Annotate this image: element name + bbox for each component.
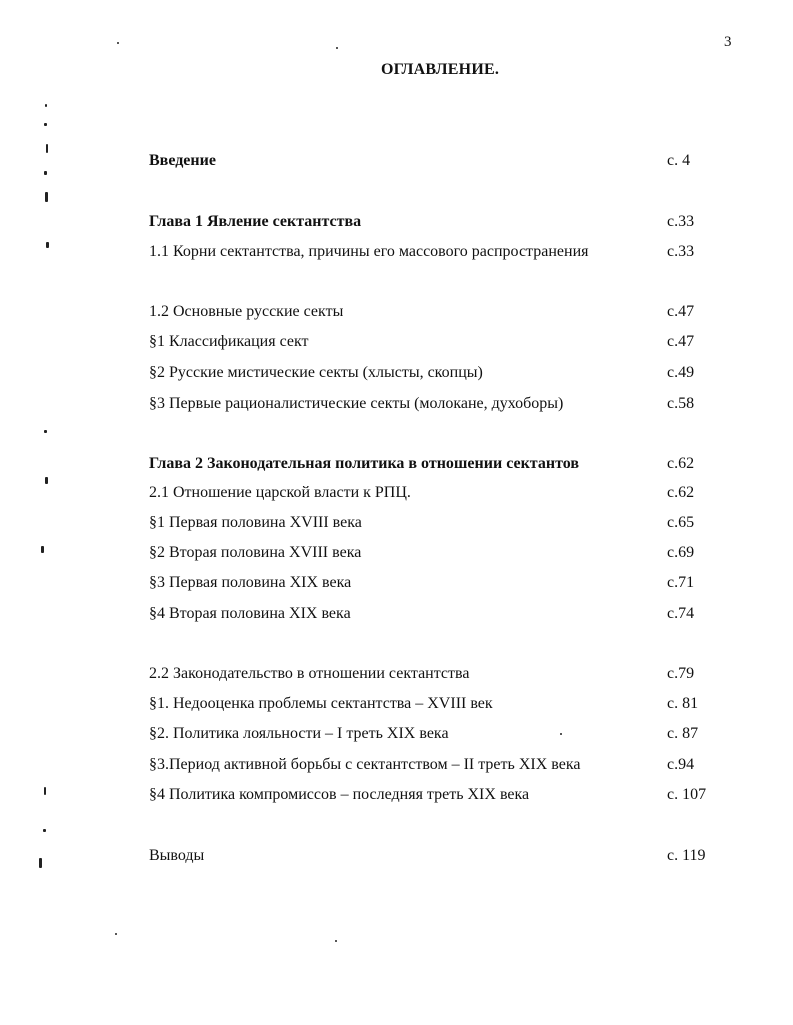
- toc-row-chapter-2: [149, 453, 713, 475]
- toc-entry-text: Глава 2 Законодательная политика в отношении сектантов: [149, 455, 579, 472]
- toc-entry-page: с. 4: [667, 152, 691, 169]
- toc-entry-text: §2 Вторая половина XVIII века: [149, 544, 362, 561]
- toc-entry-page: с. 81: [667, 695, 699, 712]
- toc-entry-text: §1 Первая половина XVIII века: [149, 514, 362, 531]
- scan-speck: [44, 171, 47, 175]
- toc-row-paragraph: [149, 393, 713, 415]
- scan-speck: [44, 787, 46, 795]
- toc-entry-text: 2.1 Отношение царской власти к РПЦ.: [149, 484, 411, 501]
- toc-entry-page: с.79: [667, 665, 695, 682]
- toc-row-section-2-2: [149, 663, 713, 685]
- scan-speck: [115, 933, 117, 935]
- toc-entry-page: с.47: [667, 333, 695, 350]
- toc-entry-text: §1. Недооценка проблемы сектантства – XVIII век: [149, 695, 493, 712]
- toc-entry-text: §1 Классификация сект: [149, 333, 309, 350]
- toc-entry-page: с.47: [667, 303, 695, 320]
- toc-row-section-1-1: [149, 241, 713, 263]
- toc-entry-text: §4 Вторая половина XIX века: [149, 605, 351, 622]
- scan-speck: [336, 47, 338, 49]
- scan-speck: [39, 858, 42, 868]
- toc-row-chapter-1: [149, 211, 713, 233]
- scan-speck: [45, 477, 48, 484]
- toc-entry-page: с.65: [667, 514, 695, 531]
- toc-entry-page: с.69: [667, 544, 695, 561]
- toc-entry-page: с.33: [667, 213, 695, 230]
- scan-speck: [44, 123, 47, 126]
- toc-entry-text: §3 Первые рационалистические секты (молокане, духоборы): [149, 395, 564, 412]
- scan-speck: [46, 242, 49, 248]
- page-number: 3: [724, 34, 732, 50]
- toc-entry-page: с.74: [667, 605, 695, 622]
- scan-speck: [45, 192, 48, 202]
- toc-entry-page: с.71: [667, 574, 695, 591]
- toc-row-paragraph: [149, 512, 713, 534]
- scan-speck: [41, 546, 44, 553]
- toc-entry-text: §4 Политика компромиссов – последняя треть XIX века: [149, 786, 530, 803]
- toc-row-paragraph: [149, 693, 713, 715]
- toc-entry-text: Глава 1 Явление сектантства: [149, 213, 362, 230]
- toc-entry-text: Выводы: [149, 847, 205, 864]
- toc-entry-page: с.62: [667, 455, 695, 472]
- toc-entry-page: с. 87: [667, 725, 699, 742]
- scan-speck: [560, 733, 562, 735]
- scan-speck: [117, 42, 119, 44]
- toc-entry-text: 2.2 Законодательство в отношении сектантства: [149, 665, 470, 682]
- toc-row-introduction: [149, 150, 713, 172]
- toc-row-conclusions: [149, 845, 713, 867]
- toc-row-paragraph: [149, 331, 713, 353]
- toc-entry-text: 1.2 Основные русские секты: [149, 303, 344, 320]
- toc-row-paragraph: [149, 572, 713, 594]
- toc-row-paragraph: [149, 784, 713, 806]
- toc-entry-page: с.62: [667, 484, 695, 501]
- scan-speck: [44, 430, 47, 433]
- toc-row-paragraph: [149, 603, 713, 625]
- toc-entry-page: с. 107: [667, 786, 707, 803]
- scan-speck: [45, 104, 47, 107]
- toc-row-paragraph: [149, 754, 713, 776]
- toc-row-section-1-2: [149, 301, 713, 323]
- toc-entry-text: §3 Первая половина XIX века: [149, 574, 352, 591]
- toc-entry-text: §2 Русские мистические секты (хлысты, скопцы): [149, 364, 483, 381]
- toc-entry-page: с.33: [667, 243, 695, 260]
- toc-row-paragraph: [149, 362, 713, 384]
- toc-entry-page: с. 119: [667, 847, 706, 864]
- toc-entry-text: 1.1 Корни сектантства, причины его массового распространения: [149, 243, 589, 260]
- toc-row-paragraph: [149, 723, 713, 745]
- toc-entry-page: с.58: [667, 395, 695, 412]
- toc-row-section-2-1: [149, 482, 713, 504]
- scan-speck: [43, 829, 46, 832]
- scan-speck: [46, 144, 48, 153]
- toc-row-paragraph: [149, 542, 713, 564]
- toc-entry-text: §2. Политика лояльности – I треть XIX века: [149, 725, 449, 742]
- scan-speck: [335, 940, 337, 942]
- page-title: ОГЛАВЛЕНИЕ.: [380, 61, 500, 78]
- toc-entry-page: с.49: [667, 364, 695, 381]
- toc-entry-text: Введение: [149, 152, 216, 169]
- toc-entry-text: §3.Период активной борьбы с сектантством – II треть XIX века: [149, 756, 581, 773]
- toc-entry-page: с.94: [667, 756, 695, 773]
